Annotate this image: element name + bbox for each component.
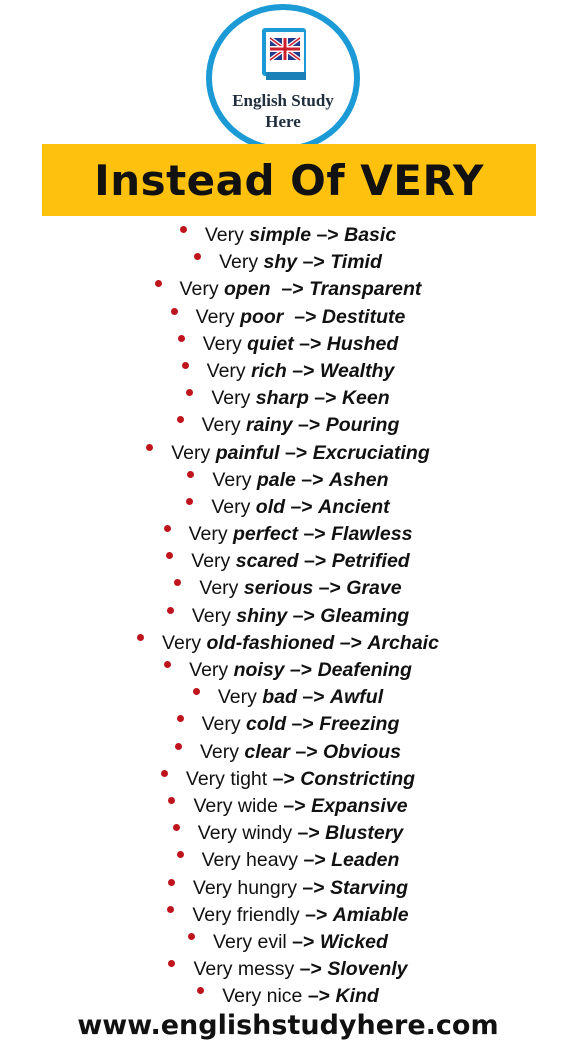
item-adjective: shiny (236, 604, 288, 627)
item-prefix: Very (189, 659, 234, 681)
item-arrow: –> (267, 767, 301, 790)
item-alternative: Expansive (311, 794, 408, 817)
item-prefix: Very (188, 523, 234, 546)
item-arrow: –> (286, 713, 320, 736)
bullet-icon (168, 879, 175, 886)
bullet-icon (175, 743, 182, 750)
item-alternative: Keen (341, 387, 390, 410)
item-alternative: Hushed (326, 332, 399, 355)
item-arrow: –> (287, 604, 321, 627)
bullet-icon (177, 416, 184, 423)
item-adjective: scared (235, 550, 299, 573)
list-item (0, 575, 576, 602)
list-item (0, 385, 576, 412)
item-alternative: Archaic (367, 631, 439, 654)
bullet-icon (188, 933, 195, 940)
item-alternative: Starving (330, 876, 409, 899)
list-item (0, 875, 576, 902)
item-adjective: noisy (233, 659, 285, 681)
bullet-icon (137, 634, 144, 641)
bullet-icon (186, 498, 193, 505)
item-prefix: Very (197, 822, 243, 845)
item-alternative: Wicked (319, 930, 388, 953)
item-alternative: Ancient (318, 495, 390, 518)
item-arrow: –> (289, 740, 324, 763)
list-item (0, 684, 576, 711)
item-arrow: –> (308, 387, 342, 410)
item-adjective: nice (266, 985, 303, 1008)
item-prefix: Very (201, 414, 247, 437)
bullet-icon (193, 688, 200, 695)
item-arrow: –> (334, 631, 368, 654)
bullet-icon (168, 960, 175, 967)
item-arrow: –> (286, 359, 320, 382)
item-prefix: Very (202, 332, 248, 355)
list-item (0, 820, 576, 847)
bullet-icon (182, 362, 189, 369)
item-prefix: Very (192, 903, 237, 926)
list-item (0, 440, 576, 467)
item-adjective: old (255, 495, 286, 518)
list-item (0, 793, 576, 820)
bullet-icon (166, 552, 173, 559)
item-prefix: Very (193, 794, 238, 817)
bullet-icon (164, 525, 171, 532)
item-adjective: windy (242, 822, 293, 845)
logo-line-2: Here (265, 112, 301, 131)
item-prefix: Very (193, 958, 238, 981)
item-prefix: Very (211, 495, 256, 518)
item-alternative: Blustery (325, 822, 404, 845)
item-arrow: –> (297, 251, 331, 274)
item-arrow: –> (313, 577, 347, 600)
item-alternative: Leaden (331, 849, 400, 872)
item-alternative: Petrified (331, 550, 410, 573)
item-adjective: clear (244, 740, 290, 763)
item-adjective: heavy (246, 849, 299, 872)
item-alternative: Ashen (328, 468, 389, 491)
list-item (0, 222, 576, 249)
list-item (0, 711, 576, 738)
item-prefix: Very (179, 278, 224, 301)
item-adjective: wide (237, 794, 278, 817)
item-arrow: –> (302, 985, 336, 1008)
item-adjective: painful (215, 441, 280, 464)
item-prefix: Very (192, 876, 238, 899)
item-adjective: bad (262, 686, 297, 709)
item-alternative: Wealthy (319, 359, 395, 382)
item-prefix: Very (191, 550, 236, 573)
item-adjective: tight (230, 767, 268, 790)
item-adjective: rainy (246, 414, 293, 437)
bullet-icon (197, 987, 204, 994)
item-alternative: Basic (344, 224, 397, 246)
list-item (0, 331, 576, 358)
item-arrow: –> (298, 550, 332, 573)
list-item (0, 548, 576, 575)
item-prefix: Very (201, 849, 247, 872)
item-alternative: Awful (330, 686, 384, 709)
item-prefix: Very (212, 468, 257, 491)
bullet-icon (174, 579, 181, 586)
item-prefix: Very (171, 441, 216, 464)
bullet-icon (155, 280, 162, 287)
list-item (0, 657, 576, 684)
list-item (0, 521, 576, 548)
item-adjective: sharp (255, 387, 309, 410)
item-alternative: Flawless (331, 523, 413, 546)
bullet-icon (178, 335, 185, 342)
item-prefix: Very (219, 251, 264, 274)
item-alternative: Obvious (323, 740, 402, 763)
item-prefix: Very (195, 305, 241, 328)
item-prefix: Very (199, 577, 244, 600)
item-adjective: rich (251, 359, 287, 382)
item-prefix: Very (162, 631, 207, 654)
item-adjective: serious (243, 577, 314, 600)
item-prefix: Very (213, 930, 258, 953)
item-prefix: Very (185, 767, 231, 790)
bullet-icon (164, 661, 171, 668)
item-alternative: Freezing (319, 713, 400, 736)
list-item (0, 956, 576, 983)
logo (206, 4, 372, 154)
item-alternative: Destitute (321, 305, 406, 328)
item-alternative: Gleaming (320, 604, 410, 627)
item-alternative: Deafening (317, 659, 412, 681)
item-arrow: –> (295, 468, 329, 491)
bullet-icon (161, 770, 168, 777)
item-alternative: Constricting (300, 767, 416, 790)
item-arrow: –> (279, 441, 313, 464)
list-item (0, 494, 576, 521)
title-banner (42, 144, 536, 216)
item-adjective: pale (256, 468, 296, 491)
item-adjective: open (223, 278, 271, 301)
list-item (0, 902, 576, 929)
bullet-icon (173, 824, 180, 831)
item-adjective: cold (246, 713, 287, 736)
list-item (0, 249, 576, 276)
item-arrow: –> (285, 495, 319, 518)
page-title: Instead Of VERY (94, 155, 484, 205)
item-alternative: Pouring (325, 414, 400, 437)
item-prefix: Very (206, 359, 252, 382)
bullet-icon (146, 444, 153, 451)
item-alternative: Excruciating (312, 441, 430, 464)
union-jack-book-icon (258, 24, 312, 84)
item-arrow: –> (298, 523, 332, 546)
list-item (0, 467, 576, 494)
item-prefix: Very (191, 604, 237, 627)
item-adjective: perfect (233, 523, 299, 546)
item-adjective: friendly (236, 903, 300, 926)
list-item (0, 766, 576, 793)
list-item (0, 358, 576, 385)
bullet-icon (167, 906, 174, 913)
item-alternative: Amiable (332, 903, 409, 926)
item-adjective: evil (257, 930, 287, 953)
word-list (0, 222, 576, 1010)
item-arrow: –> (283, 305, 322, 328)
bullet-icon (194, 253, 201, 260)
item-arrow: –> (284, 659, 318, 681)
item-adjective: shy (263, 251, 298, 274)
bullet-icon (177, 851, 184, 858)
item-arrow: –> (311, 224, 345, 246)
item-prefix: Very (222, 985, 267, 1008)
item-adjective: hungry (237, 876, 297, 899)
item-arrow: –> (298, 849, 332, 872)
list-item (0, 739, 576, 766)
item-alternative: Kind (335, 985, 379, 1008)
list-item (0, 847, 576, 874)
item-alternative: Slovenly (327, 958, 408, 981)
item-arrow: –> (296, 686, 331, 709)
item-prefix: Very (211, 387, 256, 410)
item-adjective: simple (249, 224, 312, 246)
item-arrow: –> (299, 903, 333, 926)
item-arrow: –> (292, 414, 326, 437)
item-arrow: –> (277, 794, 312, 817)
item-arrow: –> (286, 930, 320, 953)
item-adjective: old-fashioned (206, 631, 335, 654)
list-item (0, 412, 576, 439)
item-adjective: messy (237, 958, 295, 981)
item-arrow: –> (292, 822, 326, 845)
item-alternative: Timid (330, 251, 382, 274)
bullet-icon (187, 471, 194, 478)
item-alternative: Transparent (309, 278, 422, 301)
website-url: www.englishstudyhere.com (77, 1010, 499, 1041)
item-prefix: Very (199, 740, 245, 763)
list-item (0, 603, 576, 630)
bullet-icon (177, 715, 184, 722)
list-item (0, 983, 576, 1010)
item-alternative: Grave (346, 577, 402, 600)
item-arrow: –> (270, 278, 310, 301)
item-arrow: –> (293, 332, 327, 355)
item-prefix: Very (201, 713, 247, 736)
bullet-icon (167, 607, 174, 614)
list-item (0, 276, 576, 303)
item-arrow: –> (296, 876, 331, 899)
bullet-icon (186, 389, 193, 396)
list-item (0, 304, 576, 331)
logo-text (206, 90, 360, 132)
bullet-icon (180, 226, 187, 233)
bullet-icon (171, 308, 178, 315)
logo-line-1: English Study (232, 91, 334, 110)
bullet-icon (168, 797, 175, 804)
item-adjective: quiet (247, 332, 294, 355)
item-arrow: –> (294, 958, 328, 981)
list-item (0, 630, 576, 657)
item-prefix: Very (204, 224, 250, 246)
item-prefix: Very (217, 686, 263, 709)
list-item (0, 929, 576, 956)
item-adjective: poor (240, 305, 284, 328)
